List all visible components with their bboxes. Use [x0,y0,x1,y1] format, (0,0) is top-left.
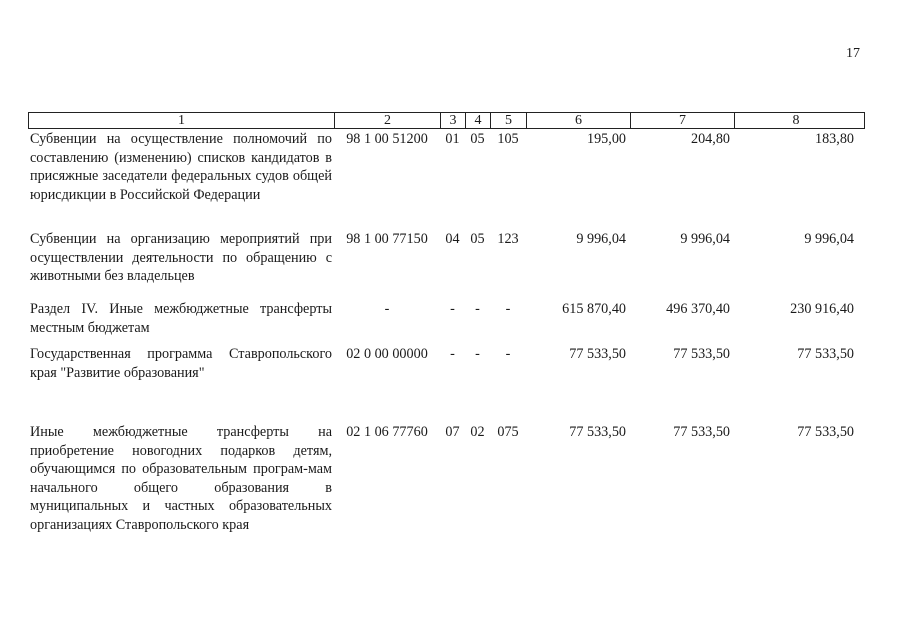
row-value-8: 183,80 [814,131,854,147]
row-value-7: 496 370,40 [666,301,730,317]
header-col-1: 1 [29,113,335,128]
row-col-5: 105 [497,131,519,147]
row-name: Государственная программа Ставропольского края "Развитие образования" [30,346,332,381]
row-col-5: 123 [497,231,519,247]
row-col-5: 075 [497,424,519,440]
row-name: Субвенции на осуществление полномочий по составлению (изменению) списков кандидатов в присяжные заседатели федеральных судов общей юрисдикции в Российской Федерации [30,131,332,203]
row-col-4: - [475,301,480,317]
table-row [28,129,865,229]
row-value-7: 77 533,50 [673,346,730,362]
row-name: Раздел IV. Иные межбюджетные трансферты местным бюджетам [30,301,332,336]
row-value-7: 9 996,04 [680,231,730,247]
header-col-5: 5 [491,113,527,128]
table-row [28,299,865,344]
row-value-8: 230 916,40 [790,301,854,317]
row-value-6: 9 996,04 [576,231,626,247]
row-col-3: 01 [445,131,460,147]
row-code: 02 0 00 00000 [346,346,428,362]
row-value-6: 615 870,40 [562,301,626,317]
page-number: 17 [846,46,860,61]
table-row [28,344,865,422]
row-col-5: - [505,301,511,317]
row-col-3: - [450,301,455,317]
row-code: - [384,301,390,317]
table-row [28,229,865,299]
row-col-4: 05 [470,231,485,247]
header-col-4: 4 [466,113,491,128]
row-col-3: 07 [445,424,460,440]
table-row [28,422,865,532]
table-header-row [28,112,865,129]
row-value-8: 77 533,50 [797,424,854,440]
header-col-2: 2 [335,113,441,128]
row-value-7: 77 533,50 [673,424,730,440]
header-col-6: 6 [527,113,631,128]
row-name: Субвенции на организацию мероприятий при осуществлении деятельности по обращению с животными без владельцев [30,231,332,285]
row-col-5: - [505,346,511,362]
row-code: 02 1 06 77760 [346,424,428,440]
budget-table [28,112,865,532]
row-name: Иные межбюджетные трансферты на приобретение новогодних подарков детям, обучающимся по образовательным програм-мам начального общего образования в муниципальных и частных образовательных организациях Ставропольского края [30,424,332,533]
row-col-3: 04 [445,231,460,247]
header-col-7: 7 [631,113,735,128]
row-value-7: 204,80 [690,131,730,147]
row-value-6: 195,00 [586,131,626,147]
row-code: 98 1 00 51200 [346,131,428,147]
row-col-3: - [450,346,455,362]
row-value-8: 9 996,04 [804,231,854,247]
row-col-4: 02 [470,424,485,440]
row-col-4: 05 [470,131,485,147]
row-value-6: 77 533,50 [569,424,626,440]
row-value-6: 77 533,50 [569,346,626,362]
row-code: 98 1 00 77150 [346,231,428,247]
header-col-8: 8 [792,113,800,128]
header-col-3: 3 [441,113,466,128]
row-value-8: 77 533,50 [797,346,854,362]
row-col-4: - [475,346,480,362]
